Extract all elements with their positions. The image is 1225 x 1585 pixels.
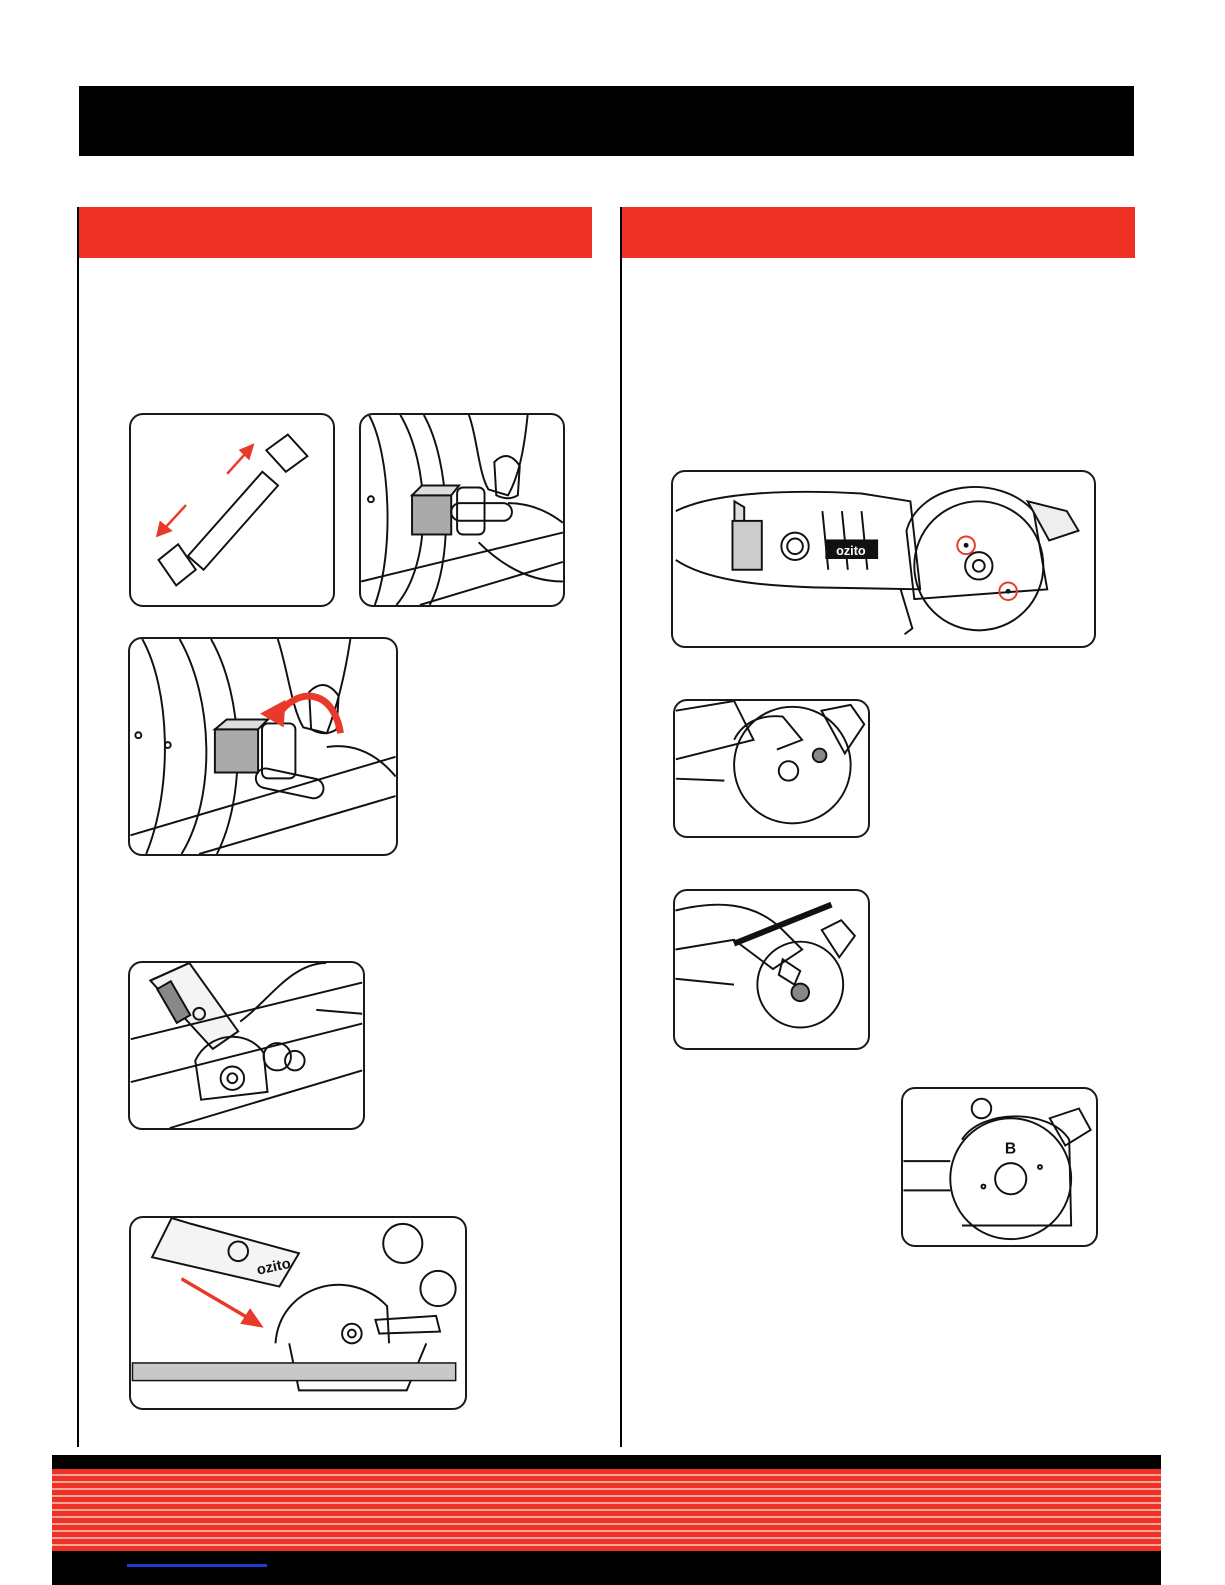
left-column-divider (77, 207, 79, 1447)
footer-top-band (52, 1455, 1161, 1469)
right-section-header (622, 207, 1135, 258)
saw-brand-label: ozito (255, 1255, 293, 1279)
saw-side-brand-label: ozito (836, 544, 866, 559)
figure-knob-rotate (128, 637, 398, 856)
right-column-divider (620, 207, 622, 1447)
guide-strip (132, 1363, 455, 1381)
page-footer (52, 1455, 1161, 1585)
page-header-bar (79, 86, 1134, 156)
direction-arrow-icon (181, 1279, 263, 1328)
figure-blade-marker-b (901, 1087, 1098, 1247)
figure-blade-bolt (673, 699, 870, 838)
figure-saw-side-view (671, 470, 1096, 648)
figure-saw-guide-fit (128, 961, 365, 1130)
footer-bottom-band (52, 1551, 1161, 1585)
figure-blade-hex-key (673, 889, 870, 1050)
left-section-header (79, 207, 592, 258)
adjust-arrows-icon (158, 445, 253, 535)
footer-link[interactable] (127, 1564, 267, 1567)
figure-guide-adjust (129, 413, 335, 607)
figure-knob-closeup (359, 413, 565, 607)
figure-saw-cutting-direction (129, 1216, 467, 1410)
blade-marker-label: B (1004, 1140, 1017, 1158)
